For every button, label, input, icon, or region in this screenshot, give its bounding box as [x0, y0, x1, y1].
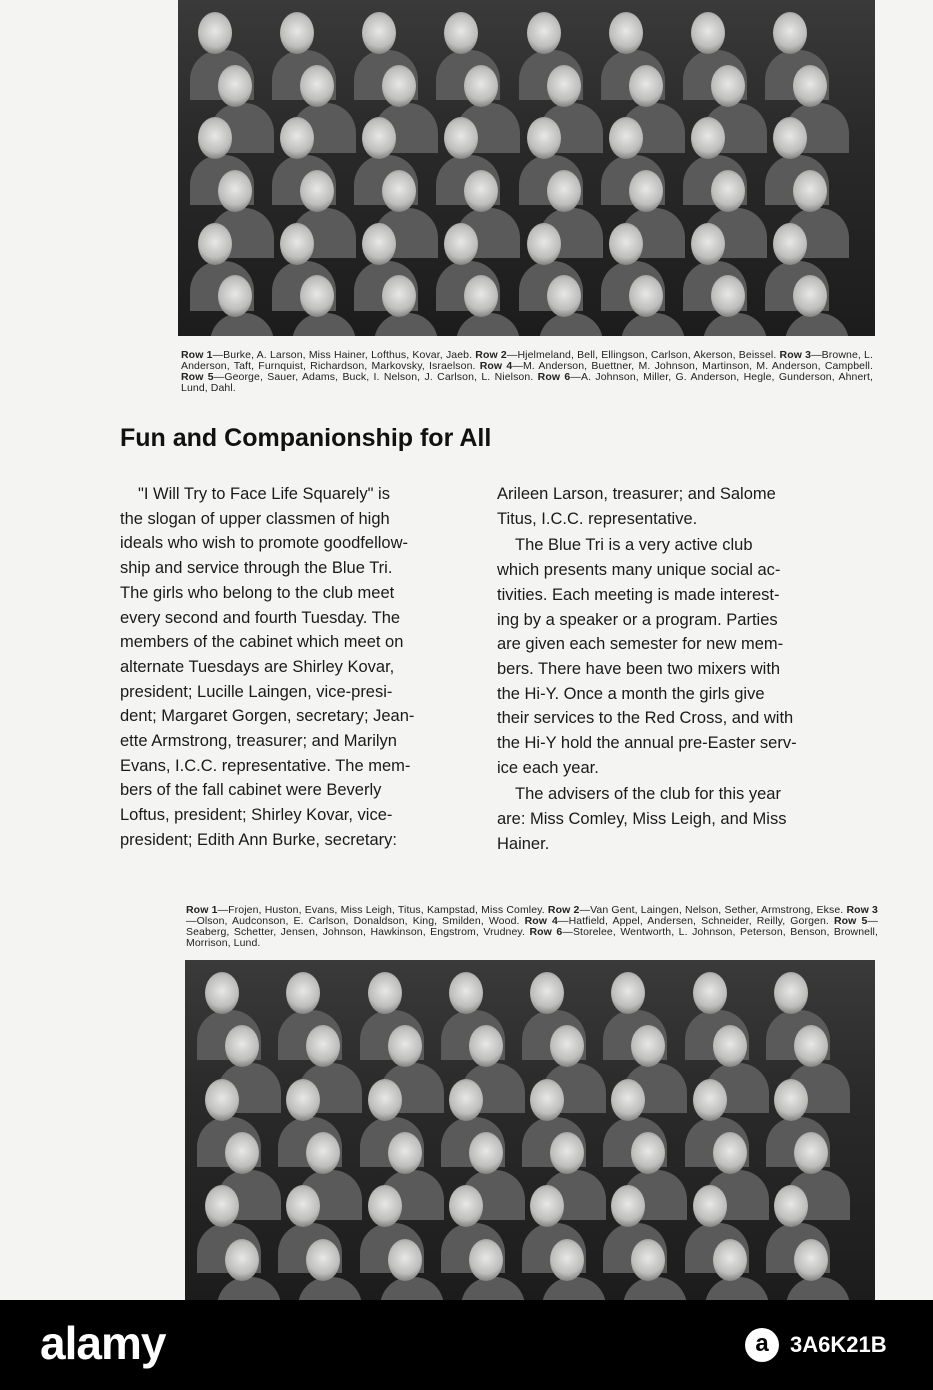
- text-line: bers. There have been two mixers with: [497, 659, 781, 678]
- person-face: [691, 223, 725, 265]
- person-face: [449, 1185, 483, 1227]
- person-face: [464, 170, 498, 212]
- caption-row-names: —Olson, Audconson, E. Carlson, Donaldson, King, Smilden, Wood.: [186, 915, 525, 927]
- person-face: [711, 65, 745, 107]
- text-line: ette Armstrong, treasurer; and Marilyn: [120, 732, 397, 751]
- group-photo-top: [178, 0, 875, 336]
- person-face: [774, 1079, 808, 1121]
- text-line: Evans, I.C.C. representative. The mem-: [120, 756, 411, 775]
- text-line: president; Lucille Laingen, vice-presi-: [120, 682, 393, 701]
- watermark-bar: [0, 1300, 933, 1390]
- person-face: [550, 1239, 584, 1281]
- caption-row-label: Row 2: [547, 904, 580, 916]
- text-line: dent; Margaret Gorgen, secretary; Jean-: [120, 707, 415, 726]
- person-face: [793, 275, 827, 317]
- text-line: their services to the Red Cross, and with: [497, 709, 794, 728]
- caption-row-label: Row 4: [479, 360, 513, 372]
- person-face: [469, 1025, 503, 1067]
- person-face: [693, 1185, 727, 1227]
- text-line: Titus, I.C.C. representative.: [497, 509, 698, 528]
- article-heading: Fun and Companionship for All: [120, 424, 492, 452]
- text-line: president; Edith Ann Burke, secretary:: [120, 830, 397, 849]
- person-face: [469, 1132, 503, 1174]
- person-face: [794, 1025, 828, 1067]
- person-face: [611, 1185, 645, 1227]
- caption-row-names: —Storelee, Wentworth, L. Johnson, Peterson, Benson, Brownell, Morrison, Lund.: [186, 926, 879, 949]
- person-face: [631, 1132, 665, 1174]
- person-face: [382, 65, 416, 107]
- person-face: [382, 275, 416, 317]
- text-line: "I Will Try to Face Life Squarely" is: [138, 485, 390, 503]
- alamy-logo: alamy: [40, 1317, 166, 1369]
- person-face: [280, 117, 314, 159]
- person-face: [547, 170, 581, 212]
- person-face: [631, 1025, 665, 1067]
- person-face: [547, 65, 581, 107]
- person-face: [225, 1025, 259, 1067]
- alamy-badge-icon: a: [745, 1328, 779, 1362]
- text-line: the Hi-Y. Once a month the girls give: [497, 684, 765, 703]
- person-face: [205, 1079, 239, 1121]
- person-face: [449, 972, 483, 1014]
- person-face: [286, 972, 320, 1014]
- person-face: [388, 1239, 422, 1281]
- person-face: [382, 170, 416, 212]
- caption-row-names: —M. Anderson, Buettner, M. Johnson, Martinson, M. Anderson, Campbell.: [512, 360, 873, 372]
- person-face: [711, 170, 745, 212]
- person-face: [368, 972, 402, 1014]
- person-face: [362, 12, 396, 54]
- person-body: [703, 313, 767, 336]
- person-face: [444, 117, 478, 159]
- text-line: ideals who wish to promote goodfellow-: [120, 534, 408, 553]
- person-face: [527, 117, 561, 159]
- person-face: [773, 223, 807, 265]
- person-face: [205, 972, 239, 1014]
- person-face: [609, 12, 643, 54]
- person-face: [693, 1079, 727, 1121]
- person-face: [218, 65, 252, 107]
- text-line: Loftus, president; Shirley Kovar, vice-: [120, 806, 393, 825]
- person-face: [713, 1132, 747, 1174]
- person-body: [623, 1277, 687, 1300]
- person-face: [300, 275, 334, 317]
- caption-row-label: Row 6: [529, 926, 563, 938]
- person-face: [629, 275, 663, 317]
- text-line: the Hi-Y hold the annual pre-Easter serv-: [497, 734, 797, 753]
- person-face: [218, 275, 252, 317]
- text-line: alternate Tuesdays are Shirley Kovar,: [120, 657, 395, 676]
- caption-row-label: Row 6: [537, 371, 571, 383]
- person-face: [306, 1239, 340, 1281]
- caption-row-names: —Seaberg, Schetter, Jensen, Johnson, Hawkinson, Engstrom, Vrudney.: [186, 915, 878, 938]
- person-face: [793, 170, 827, 212]
- text-line: are given each semester for new mem-: [497, 635, 784, 654]
- person-face: [774, 972, 808, 1014]
- person-face: [306, 1025, 340, 1067]
- person-body: [461, 1277, 525, 1300]
- caption-row-label: Row 2: [475, 349, 507, 361]
- image-id: 3A6K21B: [790, 1332, 887, 1357]
- person-body: [292, 313, 356, 336]
- text-line: which presents many unique social ac-: [497, 561, 781, 580]
- top-photo-caption: [181, 350, 873, 394]
- text-line: ing by a speaker or a program. Parties: [497, 610, 778, 629]
- person-face: [368, 1185, 402, 1227]
- person-face: [773, 12, 807, 54]
- person-body: [539, 313, 603, 336]
- person-face: [774, 1185, 808, 1227]
- text-line: The advisers of the club for this year: [515, 785, 781, 804]
- person-face: [691, 117, 725, 159]
- person-face: [713, 1025, 747, 1067]
- person-body: [621, 313, 685, 336]
- person-face: [198, 117, 232, 159]
- person-face: [280, 12, 314, 54]
- caption-row-names: —Hatfield, Appel, Andersen, Schneider, Reilly, Gorgen.: [558, 915, 834, 927]
- caption-row-names: —Burke, A. Larson, Miss Hainer, Lofthus, Kovar, Jaeb.: [212, 349, 476, 361]
- text-line: The girls who belong to the club meet: [120, 583, 395, 602]
- person-face: [794, 1132, 828, 1174]
- person-face: [530, 1079, 564, 1121]
- person-face: [527, 223, 561, 265]
- person-body: [705, 1277, 769, 1300]
- person-body: [217, 1277, 281, 1300]
- person-face: [300, 170, 334, 212]
- text-line: every second and fourth Tuesday. The: [120, 608, 401, 627]
- text-line: Hainer.: [497, 834, 550, 853]
- person-face: [300, 65, 334, 107]
- person-body: [298, 1277, 362, 1300]
- person-face: [464, 65, 498, 107]
- person-body: [785, 313, 849, 336]
- person-face: [225, 1132, 259, 1174]
- person-face: [713, 1239, 747, 1281]
- person-face: [388, 1025, 422, 1067]
- person-face: [444, 12, 478, 54]
- person-body: [210, 313, 274, 336]
- person-body: [374, 313, 438, 336]
- person-face: [280, 223, 314, 265]
- caption-row-names: —Frojen, Huston, Evans, Miss Leigh, Titus, Kampstad, Miss Comley.: [217, 904, 548, 916]
- text-line: the slogan of upper classmen of high: [120, 509, 390, 528]
- bottom-photo-caption: [186, 905, 878, 949]
- person-face: [286, 1185, 320, 1227]
- person-face: [527, 12, 561, 54]
- person-face: [611, 972, 645, 1014]
- caption-row-label: Row 3: [779, 349, 812, 361]
- text-line: The Blue Tri is a very active club: [515, 536, 753, 555]
- person-face: [464, 275, 498, 317]
- person-face: [306, 1132, 340, 1174]
- person-face: [611, 1079, 645, 1121]
- person-face: [711, 275, 745, 317]
- person-face: [286, 1079, 320, 1121]
- person-face: [530, 1185, 564, 1227]
- group-photo-bottom: [185, 960, 875, 1300]
- person-face: [225, 1239, 259, 1281]
- caption-row-label: Row 3: [846, 904, 878, 916]
- person-face: [218, 170, 252, 212]
- person-face: [198, 223, 232, 265]
- person-face: [362, 117, 396, 159]
- text-line: ice each year.: [497, 758, 599, 777]
- text-line: ship and service through the Blue Tri.: [120, 559, 393, 578]
- person-face: [530, 972, 564, 1014]
- person-face: [629, 65, 663, 107]
- person-body: [786, 1277, 850, 1300]
- caption-row-names: —George, Sauer, Adams, Buck, I. Nelson, J. Carlson, L. Nielson.: [213, 371, 538, 383]
- person-face: [631, 1239, 665, 1281]
- text-line: Arileen Larson, treasurer; and Salome: [497, 485, 776, 503]
- right-column-text: [497, 482, 837, 857]
- person-body: [380, 1277, 444, 1300]
- caption-row-names: —A. Johnson, Miller, G. Anderson, Hegle, Gunderson, Ahnert, Lund, Dahl.: [181, 371, 874, 394]
- caption-row-label: Row 5: [833, 915, 868, 927]
- person-face: [469, 1239, 503, 1281]
- caption-row-label: Row 1: [181, 349, 213, 361]
- text-line: bers of the fall cabinet were Beverly: [120, 781, 382, 800]
- person-face: [449, 1079, 483, 1121]
- caption-row-names: —Van Gent, Laingen, Nelson, Sether, Armstrong, Ekse.: [579, 904, 847, 916]
- person-face: [547, 275, 581, 317]
- person-face: [773, 117, 807, 159]
- person-face: [629, 170, 663, 212]
- caption-row-names: —Hjelmeland, Bell, Ellingson, Carlson, Akerson, Beissel.: [506, 349, 780, 361]
- person-face: [794, 1239, 828, 1281]
- person-face: [198, 12, 232, 54]
- person-face: [444, 223, 478, 265]
- left-column-text: [120, 482, 460, 853]
- person-face: [550, 1132, 584, 1174]
- caption-row-label: Row 1: [186, 904, 218, 916]
- text-line: members of the cabinet which meet on: [120, 633, 404, 652]
- person-face: [388, 1132, 422, 1174]
- person-face: [368, 1079, 402, 1121]
- person-face: [793, 65, 827, 107]
- text-line: are: Miss Comley, Miss Leigh, and Miss: [497, 810, 787, 829]
- person-face: [362, 223, 396, 265]
- caption-row-label: Row 4: [524, 915, 558, 927]
- person-face: [609, 223, 643, 265]
- person-face: [550, 1025, 584, 1067]
- person-face: [691, 12, 725, 54]
- person-body: [456, 313, 520, 336]
- caption-row-label: Row 5: [181, 371, 214, 383]
- person-face: [693, 972, 727, 1014]
- text-line: tivities. Each meeting is made interest-: [497, 585, 780, 604]
- person-face: [609, 117, 643, 159]
- person-face: [205, 1185, 239, 1227]
- person-body: [542, 1277, 606, 1300]
- caption-row-names: —Browne, L. Anderson, Taft, Furnquist, Richardson, Markovsky, Israelson.: [181, 349, 874, 372]
